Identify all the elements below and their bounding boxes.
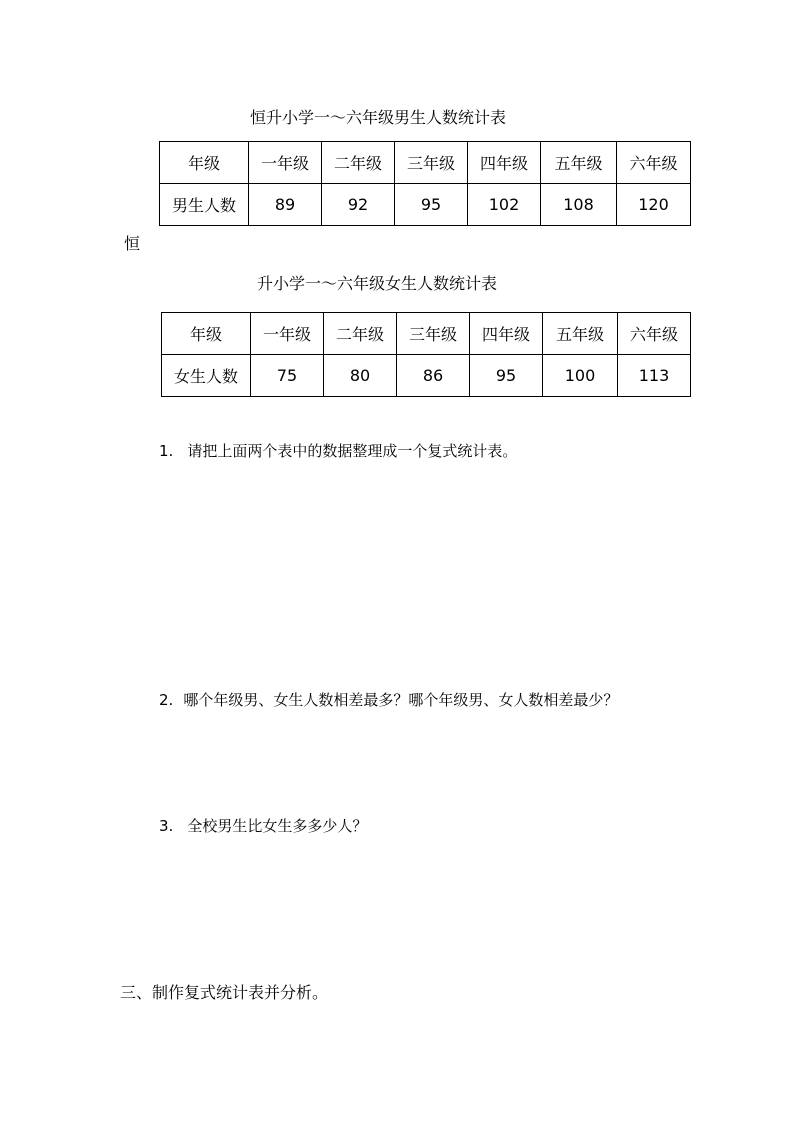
question-text: 全校男生比女生多多少人？ (187, 817, 368, 835)
table-cell: 二年级 (322, 142, 395, 184)
table-cell: 113 (618, 355, 691, 397)
table-cell: 95 (395, 184, 468, 226)
table-cell: 95 (470, 355, 543, 397)
table-cell: 一年级 (251, 313, 324, 355)
table-cell: 六年级 (617, 142, 691, 184)
question-number: 2. (159, 691, 174, 709)
table1-title: 恒升小学一～六年级男生人数统计表 (250, 108, 507, 127)
table-cell: 年级 (160, 142, 249, 184)
question-number: 3. (159, 817, 174, 835)
question-2 (159, 690, 618, 710)
table-cell: 四年级 (470, 313, 543, 355)
question-1 (159, 441, 517, 461)
table-cell: 92 (322, 184, 395, 226)
table-cell: 102 (468, 184, 541, 226)
question-number: 1. (159, 442, 174, 460)
girls-count-table (161, 312, 691, 397)
question-text: 请把上面两个表中的数据整理成一个复式统计表。 (187, 442, 518, 460)
table-cell: 75 (251, 355, 324, 397)
table-cell: 年级 (162, 313, 251, 355)
table-cell: 三年级 (395, 142, 468, 184)
table-header-row (160, 142, 691, 184)
table-row (162, 355, 691, 397)
table-cell: 120 (617, 184, 691, 226)
row-label: 男生人数 (160, 184, 249, 226)
table-cell: 五年级 (543, 313, 618, 355)
table-cell: 二年级 (324, 313, 397, 355)
table-row (160, 184, 691, 226)
table-cell: 108 (541, 184, 617, 226)
table2-title: 升小学一～六年级女生人数统计表 (257, 274, 498, 293)
table-cell: 100 (543, 355, 618, 397)
table-cell: 89 (249, 184, 322, 226)
table-header-row (162, 313, 691, 355)
table-cell: 一年级 (249, 142, 322, 184)
table-cell: 三年级 (397, 313, 470, 355)
row-label: 女生人数 (162, 355, 251, 397)
table-cell: 六年级 (618, 313, 691, 355)
question-3 (159, 816, 367, 836)
table-cell: 80 (324, 355, 397, 397)
question-text: 哪个年级男、女生人数相差最多？哪个年级男、女人数相差最少？ (183, 691, 619, 709)
table-cell: 五年级 (541, 142, 617, 184)
section-heading: 三、制作复式统计表并分析。 (120, 983, 329, 1002)
table-cell: 86 (397, 355, 470, 397)
boys-count-table (159, 141, 691, 226)
table-cell: 四年级 (468, 142, 541, 184)
stray-character: 恒 (124, 234, 141, 253)
